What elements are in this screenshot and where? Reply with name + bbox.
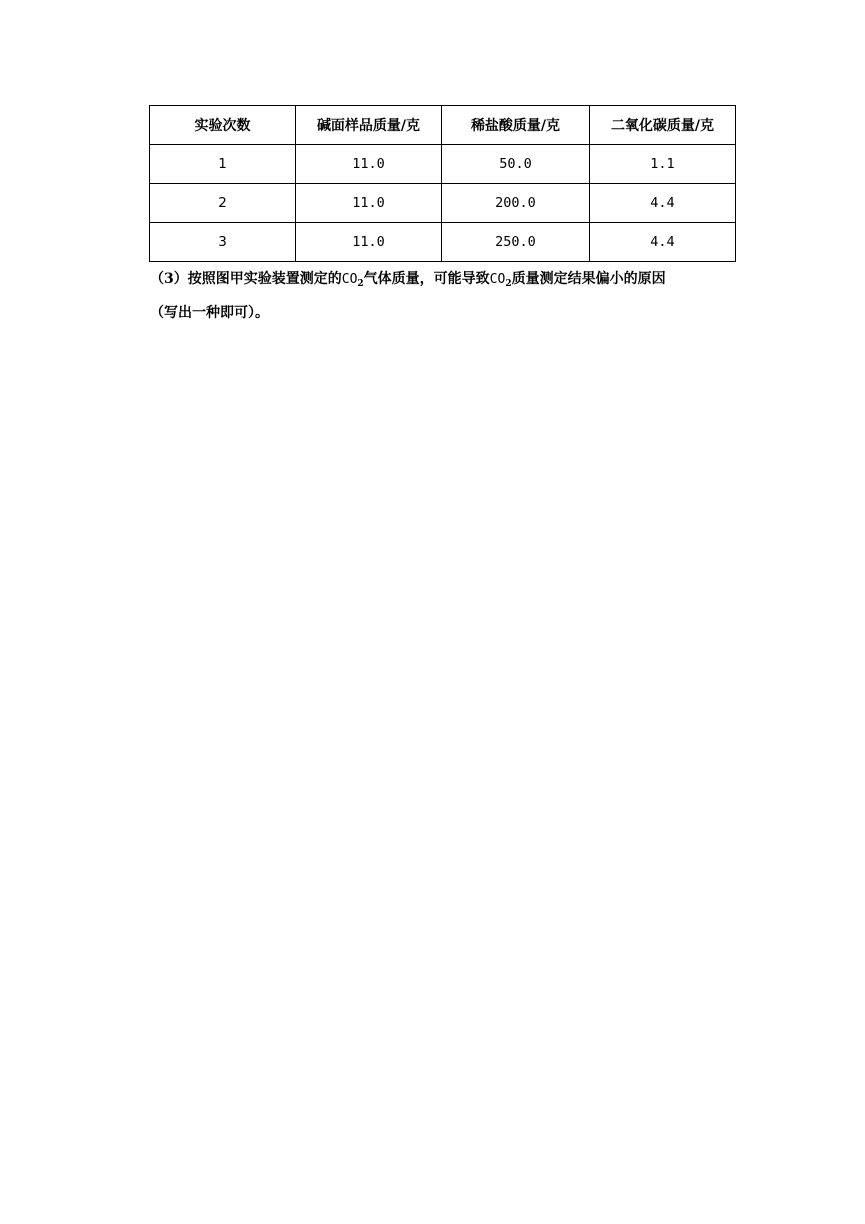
table-header-row (150, 106, 736, 145)
co2-subscript: 2 (505, 279, 512, 289)
table-cell: 1.1 (590, 145, 736, 184)
table-cell: 1 (150, 145, 296, 184)
header-trial-number: 实验次数 (150, 106, 296, 145)
table-cell: 3 (150, 223, 296, 262)
table-cell: 11.0 (296, 184, 442, 223)
table-row (150, 223, 736, 262)
table-cell: 2 (150, 184, 296, 223)
table-cell: 11.0 (296, 145, 442, 184)
question-prefix: （3）按照图甲实验装置测定的 (150, 271, 342, 287)
table-cell: 4.4 (590, 184, 736, 223)
question-text-line-2: （写出一种即可）。 (150, 305, 269, 321)
table-cell: 250.0 (442, 223, 590, 262)
header-co2-mass: 二氧化碳质量/克 (590, 106, 736, 145)
table-cell: 11.0 (296, 223, 442, 262)
header-sample-mass: 碱面样品质量/克 (296, 106, 442, 145)
experiment-data-table (149, 105, 736, 262)
header-acid-mass: 稀盐酸质量/克 (442, 106, 590, 145)
table-cell: 4.4 (590, 223, 736, 262)
table-row (150, 145, 736, 184)
table-row (150, 184, 736, 223)
question-text-line-1 (150, 268, 750, 289)
co2-formula: CO (489, 272, 506, 287)
question-suffix: 质量测定结果偏小的原因 (511, 271, 666, 287)
question-middle: 气体质量，可能导致 (363, 271, 490, 287)
table-cell: 50.0 (442, 145, 590, 184)
table-cell: 200.0 (442, 184, 590, 223)
co2-formula: CO (341, 272, 358, 287)
co2-subscript: 2 (357, 279, 364, 289)
